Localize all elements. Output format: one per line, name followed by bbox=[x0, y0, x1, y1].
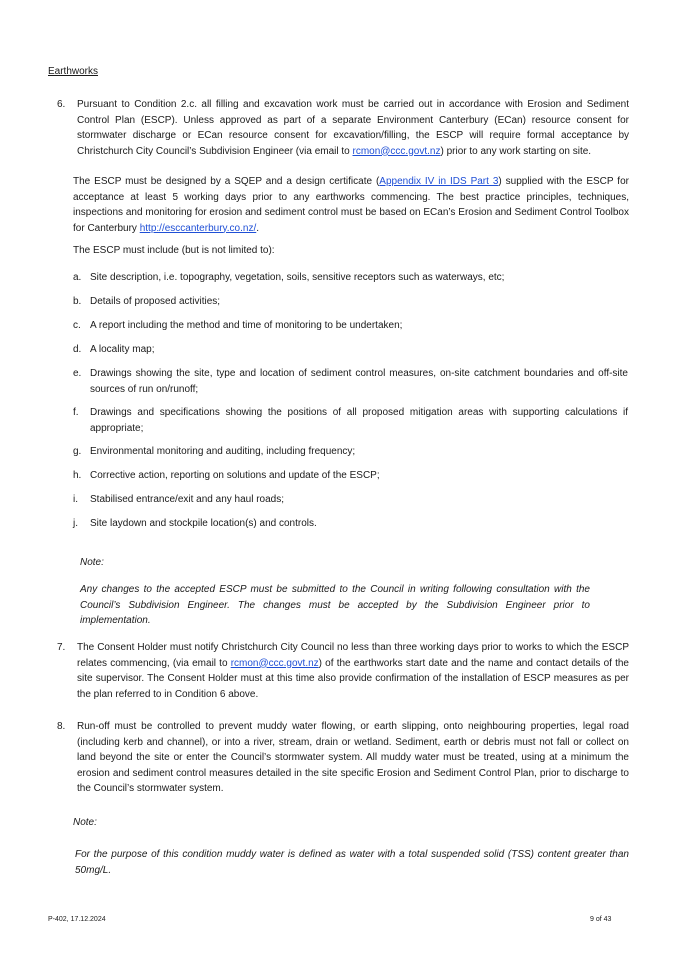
note-label: Note: bbox=[73, 817, 97, 828]
list-item: Corrective action, reporting on solutions and update of the ESCP; bbox=[90, 470, 380, 481]
item-6-p2-text-c: . bbox=[256, 222, 260, 234]
list-item: Environmental monitoring and auditing, including frequency; bbox=[90, 446, 356, 457]
list-letter: d. bbox=[73, 344, 82, 355]
item-7-paragraph bbox=[77, 640, 629, 702]
item-7-text-b: ) of the earthworks start date and the name and contact details of the site supervisor. The Consent Holder must at this time also provide confirmation of the installation of ESCP measures as per the plan referred to in Condition 6 above. bbox=[77, 657, 629, 700]
item-8-paragraph: Run-off must be controlled to prevent muddy water flowing, or earth slipping, onto neighbouring properties, legal road (including kerb and channel), or into a river, stream, drain or wetland. Sediment, earth or debris must not fall or collect on land beyond the site or enter the Council’s stormwater system. All muddy water must be treated, using at a minimum the erosion and sediment control measures detailed in the site specific Erosion and Sediment Control Plan, prior to discharge to the Council’s stormwater system. bbox=[77, 721, 629, 794]
list-letter: j. bbox=[73, 518, 78, 529]
item-6-text-b: ) prior to any work starting on site. bbox=[440, 145, 592, 157]
list-letter: c. bbox=[73, 320, 81, 331]
list-letter: g. bbox=[73, 446, 82, 457]
email-link[interactable]: rcmon@ccc.govt.nz bbox=[352, 145, 441, 157]
list-intro: The ESCP must include (but is not limited to): bbox=[73, 245, 275, 256]
item-7-text-a: The Consent Holder must notify Christchurch City Council no less than three working days prior to works to which the ESCP relates commencing, (via email to bbox=[77, 642, 629, 669]
list-letter: h. bbox=[73, 470, 82, 481]
list-item: Details of proposed activities; bbox=[90, 296, 221, 307]
section-heading: Earthworks bbox=[48, 66, 99, 77]
list-letter: e. bbox=[73, 368, 82, 379]
footer-doc-ref: P-402, 17.12.2024 bbox=[48, 916, 106, 923]
item-number: 7. bbox=[57, 642, 66, 653]
list-item: A locality map; bbox=[90, 344, 155, 355]
list-letter: b. bbox=[73, 296, 82, 307]
list-letter: i. bbox=[73, 494, 78, 505]
list-item: Drawings showing the site, type and location of sediment control measures, on-site catchment boundaries and off-site sources of run on/runoff; bbox=[90, 368, 628, 395]
item-6-text-a: Pursuant to Condition 2.c. all filling and excavation work must be carried out in accordance with Erosion and Sediment Control Plan (ESCP). Unless approved as part of a separate Environment Canterbury (ECan) resource consent for stormwater discharge or ECan resource consent for excavation/filling, the ESCP will require formal acceptance by Christchurch City Council’s Subdivision Engineer (via email to bbox=[77, 99, 629, 157]
list-item: Site laydown and stockpile location(s) and controls. bbox=[90, 518, 317, 529]
note-text: Any changes to the accepted ESCP must be submitted to the Council in writing following consultation with the Council’s Subdivision Engineer. The changes must be accepted by the Subdivision Engineer prior to implementation. bbox=[80, 584, 590, 626]
appendix-link[interactable]: Appendix IV in IDS Part 3 bbox=[379, 176, 499, 187]
list-item: Site description, i.e. topography, vegetation, soils, sensitive receptors such as waterways, etc; bbox=[90, 272, 505, 283]
list-item: Stabilised entrance/exit and any haul roads; bbox=[90, 494, 285, 505]
list-letter: a. bbox=[73, 272, 82, 283]
footer-page-number: 9 of 43 bbox=[590, 916, 612, 923]
note-text: For the purpose of this condition muddy water is defined as water with a total suspended solid (TSS) content greater than 50mg/L. bbox=[75, 849, 629, 876]
list-item: A report including the method and time of monitoring to be undertaken; bbox=[90, 320, 403, 331]
item-6-paragraph-2 bbox=[73, 174, 629, 236]
toolbox-link[interactable]: http://esccanterbury.co.nz/ bbox=[139, 222, 257, 234]
item-6-p2-text-a: The ESCP must be designed by a SQEP and a design certificate ( bbox=[73, 176, 380, 187]
email-link[interactable]: rcmon@ccc.govt.nz bbox=[230, 657, 319, 669]
item-6-paragraph-1 bbox=[77, 97, 629, 159]
item-6-p2-text-b: ) supplied with the ESCP for acceptance at least 5 working days prior to any earthworks commencing. The best practice principles, techniques, inspections and monitoring for erosion and sediment control must be based on ECan’s Erosion and Sediment Control Toolbox for Canterbury bbox=[73, 176, 629, 234]
note-label: Note: bbox=[80, 557, 104, 568]
item-number: 8. bbox=[57, 721, 66, 732]
list-item: Drawings and specifications showing the positions of all proposed mitigation areas with supporting calculations if appropriate; bbox=[90, 407, 628, 434]
item-number: 6. bbox=[57, 99, 66, 110]
list-letter: f. bbox=[73, 407, 79, 418]
